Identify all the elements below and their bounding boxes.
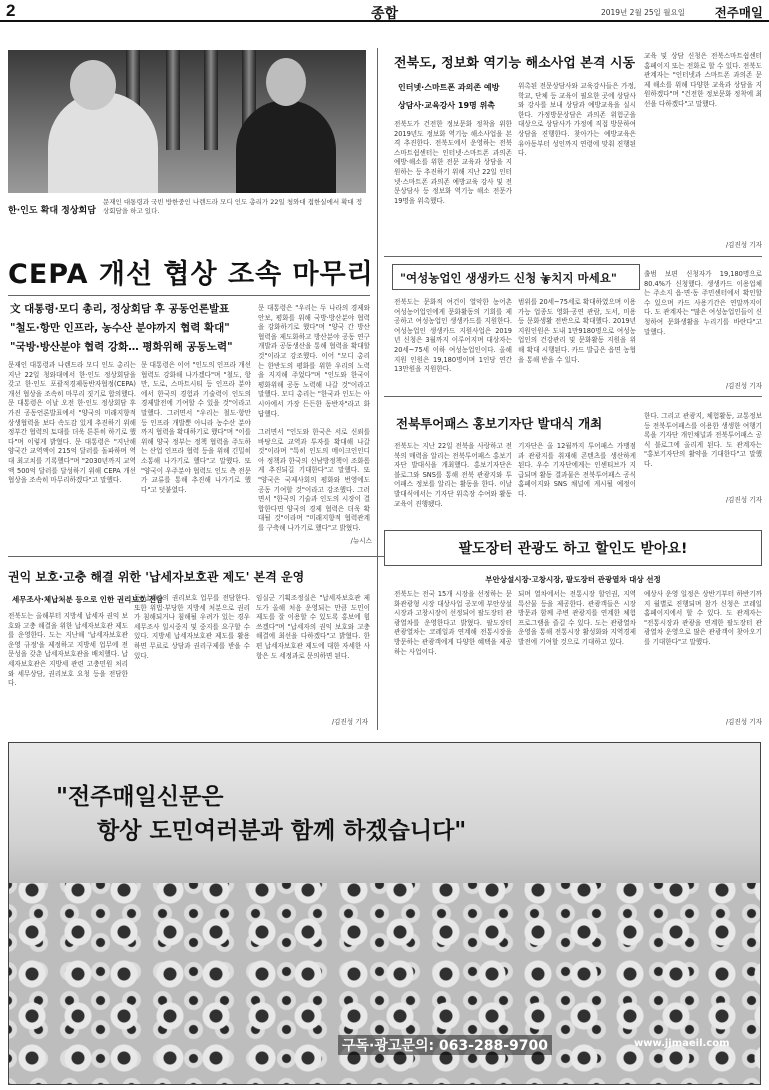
farmers-card-byline: /김진성 기자 (725, 382, 762, 390)
main-subhead-1: 文 대통령·모디 총리, 정상회담 후 공동언론발표 (10, 303, 230, 315)
farmers-card-column-1: 전북도는 문화적 여건이 열악한 농어촌 여성농어업인에게 문화활동의 기회를 제공하고 여성농업인 생생카드를 지원한다. 여성농업인 생생카드 지원사업은 2019년 신청은 3월까지 이루어지며 대상자는 20세~75세 이하 여성농업인이다. 올해 지원 인원은 19,180명이며 1인당 연간 13만원을 지원한다. (394, 298, 512, 374)
photo-caption: 문재인 대통령과 국빈 방한중인 나렌드라 모디 인도 총리가 22일 청와대 접한실에서 확대 정상회담을 하고 있다. (103, 198, 363, 215)
main-story-column-3: 문 대통령은 "우리는 두 나라의 경제와 안보, 평화를 위해 국방·방산분야 협력을 강화하기로 했다"며 "양국 간 방산 협력을 제도화하고 방산분야 공동 연구개발과 공동생산을 통해 협력을 확대할 것"이라고 강조했다. 이어 "모디 총리는 한반도의 평화를 위한 우리의 노력을 지지해 주었다"며 "인도와 한국이 평화위해 공동 노력해 나갈 것"이라고 말했다. 모디 총리는 "한국과 인도는 아시아에서 가장 든든한 동반자"라고 화답했다. (258, 304, 370, 418)
info-security-column-2: 위촉된 전문상담사와 교육강사들은 가정, 학교, 단체 등 교육이 필요한 곳에 상담사와 강사를 보내 상담과 예방교육을 실시한다. 가정방문상담은 과의존 위험군을 대상으로 상담사가 가정에 직접 방문하여 상담을 진행한다. 찾아가는 예방교육은 유아동부터 성인까지 연령에 맞춰 진행된다. (518, 82, 636, 158)
tourism-column-2: 되며 열차에서는 전통시장 할인권, 지역 특산물 등을 제공한다. 관광객들은 시장 방문과 함께 주변 관광지를 연계한 체험 프로그램을 즐길 수 있다. 도는 관광열차 운영을 통해 전통시장 활성화와 지역경제 발전에 기여할 것으로 기대하고 있다. (518, 590, 636, 646)
farmers-card-headline: "여성농업인 생생카드 신청 놓치지 마세요" (400, 271, 617, 285)
main-headline: CEPA 개선 협상 조속 마무리 (8, 259, 374, 290)
tour-reporters-headline: 전북투어패스 홍보기자단 발대식 개최 (396, 416, 603, 431)
info-security-sub-2: 상담사·교육강사 19명 위촉 (398, 101, 496, 110)
tour-reporters-column-2: 기자단은 올 12월까지 투어패스 가맹점과 관광지를 취재해 콘텐츠를 생산하게 된다. 우수 기자단에게는 인센티브가 지급되며 활동 결과물은 전북투어패스 공식 홈페이지와 SNS 채널에 게시될 예정이다. (518, 442, 636, 498)
tourism-column-3: 예상사 운영 일정은 상반기부터 하반기까지 월별로 진행되며 참가 신청은 코레일 홈페이지에서 할 수 있다. 도 관계자는 "전통시장과 관광을 연계한 팔도장터 관광열차 운영으로 많은 관광객이 찾아오기를 기대한다"고 말했다. (644, 590, 762, 646)
tourism-column-1: 전북도는 전국 15개 시장을 선정하는 문화관광형 시장 대상사업 공모에 부안상설시장과 고창시장이 선정되어 팔도장터 관광열차를 운영한다고 밝혔다. 팔도장터 관광열차는 코레일과 연계해 전통시장을 방문하는 관광객에게 다양한 혜택을 제공하는 사업이다. (394, 590, 512, 656)
summit-photo (8, 50, 366, 193)
farmers-card-bottom-rule (384, 396, 762, 397)
bottom-column-divider (377, 586, 378, 730)
person-right-head (266, 58, 306, 106)
ad-url: www.jjmaeil.com (634, 1038, 730, 1049)
farmers-card-column-3: 출범 보편 신청자가 19,180명으로 80.4%가 신청했다. 생생카드 이용업체는 주소지 읍·면·동 주민센터에서 확인할 수 있으며 카드 사용기간은 연말까지이다. 도 관계자는 "많은 여성농업인들이 신청하여 문화생활을 누리기를 바란다"고 말했다. (644, 270, 762, 336)
info-security-column-3: 교육 및 상담 신청은 전북스마트쉼센터 홈페이지 또는 전화로 할 수 있다. 전북도 관계자는 "인터넷과 스마트폰 과의존 문제 해소를 위해 다양한 교육과 상담을 지원하겠다"며 "건전한 정보문화 정착에 최선을 다하겠다"고 말했다. (644, 52, 762, 108)
tour-reporters-column-3: 한다. 그리고 관광지, 체험활동, 교통정보 등 전북투어패스를 이용한 생생한 여행기록을 기자단 개인채널과 전북투어패스 공식 블로그에 올리게 된다. 도 관계자는 "홍보기자단의 활약을 기대한다"고 말했다. (644, 412, 762, 468)
tourism-sub: 부안상설시장·고창시장, 팔도장터 관광열차 대상 선정 (485, 575, 661, 584)
tourism-headline: 팔도장터 관광도 하고 할인도 받아요! (458, 541, 688, 557)
ad-slogan-line-1: "전주매일신문은 (56, 783, 224, 810)
info-security-byline: /김진성 기자 (725, 241, 762, 249)
tour-reporters-byline: /김진성 기자 (725, 496, 762, 504)
farmers-card-column-2: 범위를 20세~75세로 확대하였으며 이용가능 업종도 영화·공연 관람, 도서, 미용 등 문화생활 전반으로 확대했다. 2019년 지원인원은 도내 1만9180명으로 여성농업인의 건강관리 및 문화활동 지원을 위해 확대 시행된다. 카드 발급은 읍면 농협을 통해 받을 수 있다. (518, 298, 636, 364)
taxpayer-headline: 권익 보호·고충 해결 위한 '납세자보호관 제도' 본격 운영 (8, 570, 305, 584)
main-subhead-3: "국방·방산분야 협력 강화… 평화위해 공동노력" (10, 341, 233, 353)
tour-reporters-column-1: 전북도는 지난 22일 전북을 사랑하고 전북의 매력을 알리는 전북투어패스 홍보기자단 발대식을 개최했다. 홍보기자단은 블로그와 SNS를 통해 전북 관광지와 투어패스 정보를 알리는 활동을 한다. 이날 발대식에서는 기자단 위촉장 수여와 활동 교육이 진행됐다. (394, 442, 512, 508)
person-left-head (70, 60, 116, 110)
info-security-bottom-rule (384, 256, 762, 257)
taxpayer-column-3: 임실군 기획조정실은 "납세자보호관 제도가 올해 처음 운영되는 만큼 도민이 제도를 잘 이용할 수 있도록 홍보에 힘쓰겠다"며 "납세자의 권익 보호와 고충 해결에 최선을 다하겠다"고 밝혔다. 한편 납세자보호관 제도에 대한 자세한 사항은 도 세정과로 문의하면 된다. (256, 594, 370, 660)
ad-contact: 구독·광고문의: 063-288-9700 (338, 1035, 552, 1055)
main-story-column-1: 문재인 대통령과 나렌드라 모디 인도 총리는 지난 22일 청와대에서 한·인도 정상회담을 갖고 한·인도 포괄적경제동반자협정(CEPA) 개선 협상을 조속히 마무리 짓기로 합의했다. 문 대통령은 이날 오전 한·인도 정상회담 후 가진 공동언론발표에서 "양국의 미래지향적 상생협력을 보다 속도감 있게 추진하기 위해 정부간 협력의 토대를 더욱 튼튼히 하기로 했다"며 이렇게 밝혔다. 문 대통령은 "지난해 양국간 교역액이 215억 달러를 돌파하며 역대 최고치를 기록했다"며 "2030년까지 교역액 500억 달러를 달성하기 위해 CEPA 개선 협상을 조속히 마무리하겠다"고 말했다. (8, 361, 136, 485)
newspaper-name: 전주매일 (714, 5, 763, 20)
taxpayer-sub: 세무조사·체납처분 등으로 인한 권리보호 전담 (12, 595, 163, 604)
section-title: 종합 (370, 6, 399, 22)
ad-slogan-line-2: 항상 도민여러분과 함께 하겠습니다" (97, 817, 467, 844)
tourism-byline: /김진성 기자 (725, 718, 762, 726)
person-right-body (236, 100, 336, 193)
main-story-byline: /뉴시스 (350, 537, 372, 545)
taxpayer-column-2: 등 납세자의 권리보호 업무를 전담한다. 또한 위법·부당한 지방세 처분으로 권리가 침해되거나 침해될 우려가 있는 경우 세무조사 일시중지 및 중지를 요구할 수 있다. 지방세 납세자보호관 제도를 활용하면 무료로 상담과 권리구제를 받을 수 있다. (134, 594, 250, 660)
photo-caption-tag: 한·인도 확대 정상회담 (8, 206, 96, 216)
info-security-headline: 전북도, 정보화 역기능 해소사업 본격 시동 (394, 56, 636, 71)
main-subhead-2: "철도·항만 인프라, 농수산 분야까지 협력 확대" (10, 322, 230, 334)
info-security-sub-1: 인터넷·스마트폰 과의존 예방 (398, 83, 500, 92)
flag-pole-2 (166, 50, 180, 150)
taxpayer-byline: /김진성 기자 (331, 718, 368, 726)
main-story-column-2: 문 대통령은 이어 "인도의 인프라 개선 협력도 강화해 나가겠다"며 "철도, 항만, 도로, 스마트시티 등 인프라 분야에서 한국의 경험과 기술력이 인도의 경제발전에 기여할 수 있을 것"이라고 말했다. 그러면서 "우리는 철도·항만 등 인프라 개발뿐 아니라 농수산 분야까지 협력을 확대하기로 했다"며 "이를 위해 양국 정부는 정책 협력을 주도하는 산업 인프라 협력 등을 위해 긴밀히 소통해 나가기로 했다"고 말했다. 또 "양국이 우주분야 협력도 인도 측 전문가 교류를 통해 추진해 나가기로 했다"고 덧붙였다. (141, 361, 251, 494)
issue-date: 2019년 2월 25일 월요일 (600, 8, 685, 17)
info-security-column-1: 전북도가 건전한 정보문화 정착을 위한 2019년도 정보화 역기능 해소사업을 본격 추진한다. 전북도에서 운영하는 전북스마트쉼센터는 인터넷·스마트폰 과의존 예방·해소를 위한 전문 교육과 상담을 지원하는 등 추진하기 위해 지난 22일 인터넷·스마트폰 과의존 예방교육 강사 및 전문상담사 등 정보화 역기능 해소 전문가 19명을 위촉했다. (394, 120, 512, 205)
main-headline-rule (8, 295, 370, 296)
taxpayer-column-1: 전북도는 올해부터 지방세 납세자 권익 보호와 고충 해결을 위한 납세자보호관 제도를 운영한다. 도는 지난해 '납세자보호관 운영 규정'을 제정하고 지방세 업무에 전문성을 갖춘 납세자보호관을 배치했다. 납세자보호관은 지방세 관련 고충민원 처리와 세무상담, 권리보호 요청 등을 전담한다. (8, 612, 128, 688)
flag-pole-3 (204, 50, 218, 150)
page-number: 2 (6, 1, 16, 20)
main-story-column-4: 그러면서 "인도와 한국은 서로 신뢰를 바탕으로 교역과 투자를 확대해 나갈 것"이라며 "특히 인도의 메이크인인디아 정책과 한국의 신남방정책이 조화롭게 추진되길 기대한다"고 말했다. 또 "양국은 국제사회의 평화와 번영에도 공동 기여할 것"이라고 강조했다. 그러면서 "한국의 기술과 인도의 시장이 결합한다면 양국의 경제 협력은 더욱 확대될 것"이라며 "미래지향적 협력관계를 구축해 나가기로 했다"고 밝혔다. (258, 428, 370, 532)
